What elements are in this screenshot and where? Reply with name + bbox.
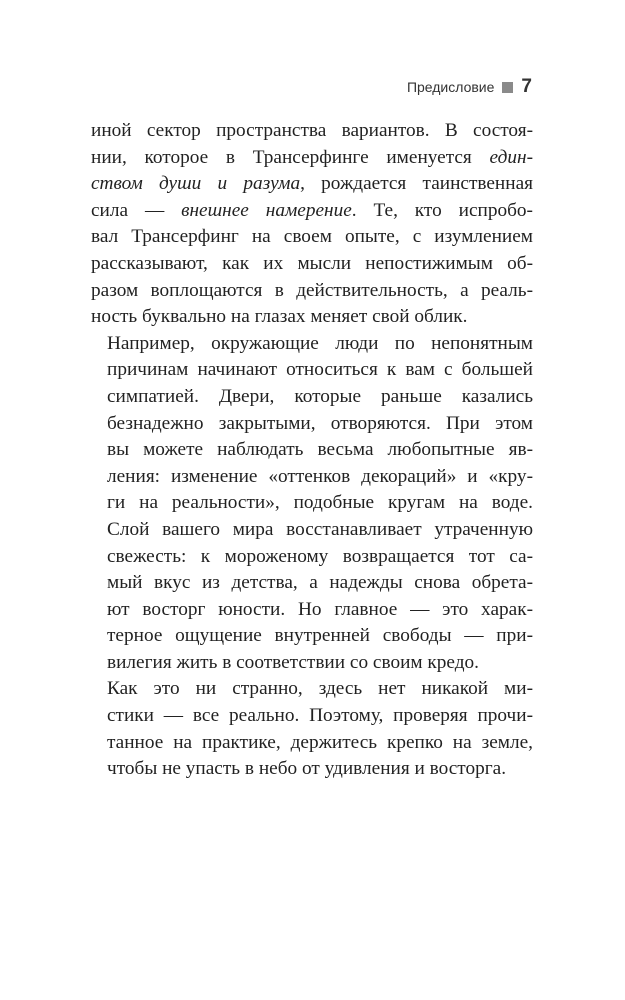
text-line: вал Трансерфинг на своем опыте, с изумлением <box>91 226 533 248</box>
text-line: стики — все реально. Поэтому, проверяя прочи- <box>107 705 533 727</box>
text-line: терное ощущение внутренней свободы — при- <box>107 625 533 647</box>
body-text <box>91 118 533 783</box>
section-title: Предисловие <box>406 79 495 95</box>
text-line: танное на практике, держитесь крепко на земле, <box>107 731 533 753</box>
italic-phrase: ством души и разума <box>91 173 301 195</box>
paragraph <box>91 118 533 331</box>
text-line: Как это ни странно, здесь нет никакой ми- <box>107 678 533 700</box>
running-header <box>407 76 532 98</box>
page-number: 7 <box>521 76 532 97</box>
text-line: вы можете наблюдать весьма любопытные яв- <box>107 439 533 461</box>
text-line: ность буквально на глазах меняет свой облик. <box>91 306 468 328</box>
text-line: иной сектор пространства вариантов. В состоя- <box>91 120 533 141</box>
text-line: нии, которое в Трансерфинге именуется един- <box>91 146 533 168</box>
text-line: чтобы не упасть в небо от удивления и восторга. <box>107 758 507 780</box>
text-line: ют восторг юности. Но главное — это харак- <box>107 598 533 620</box>
text-line: рассказывают, как их мысли непостижимым об- <box>91 252 533 274</box>
text-line: ги на реальности», подобные кругам на воде. <box>107 492 533 514</box>
text-line: безнадежно закрытыми, отворяются. При этом <box>107 412 533 434</box>
text-line: сила — внешнее намерение. Те, кто испробо- <box>91 199 533 221</box>
paragraph <box>91 676 533 782</box>
text-line: разом воплощаются в действительность, а реаль- <box>91 279 533 301</box>
text-line: причинам начинают относиться к вам с большей <box>107 359 533 381</box>
text-line: свежесть: к мороженому возвращается тот са- <box>107 545 533 567</box>
italic-phrase: внешнее намерение <box>181 199 352 221</box>
paragraph <box>91 331 533 677</box>
text-line: ления: изменение «оттенков декораций» и «кру- <box>107 465 533 487</box>
square-icon <box>502 82 513 93</box>
text-line: ством души и разума, рождается таинственная <box>91 173 533 195</box>
text-line: вилегия жить в соответствии со своим кредо. <box>107 651 480 673</box>
text-line: мый вкус из детства, а надежды снова обрета- <box>107 572 533 594</box>
text-line: Слой вашего мира восстанавливает утраченную <box>107 518 533 540</box>
italic-phrase: един- <box>489 146 533 168</box>
text-line: Например, окружающие люди по непонятным <box>107 332 533 354</box>
text-line: симпатией. Двери, которые раньше казались <box>107 385 533 407</box>
